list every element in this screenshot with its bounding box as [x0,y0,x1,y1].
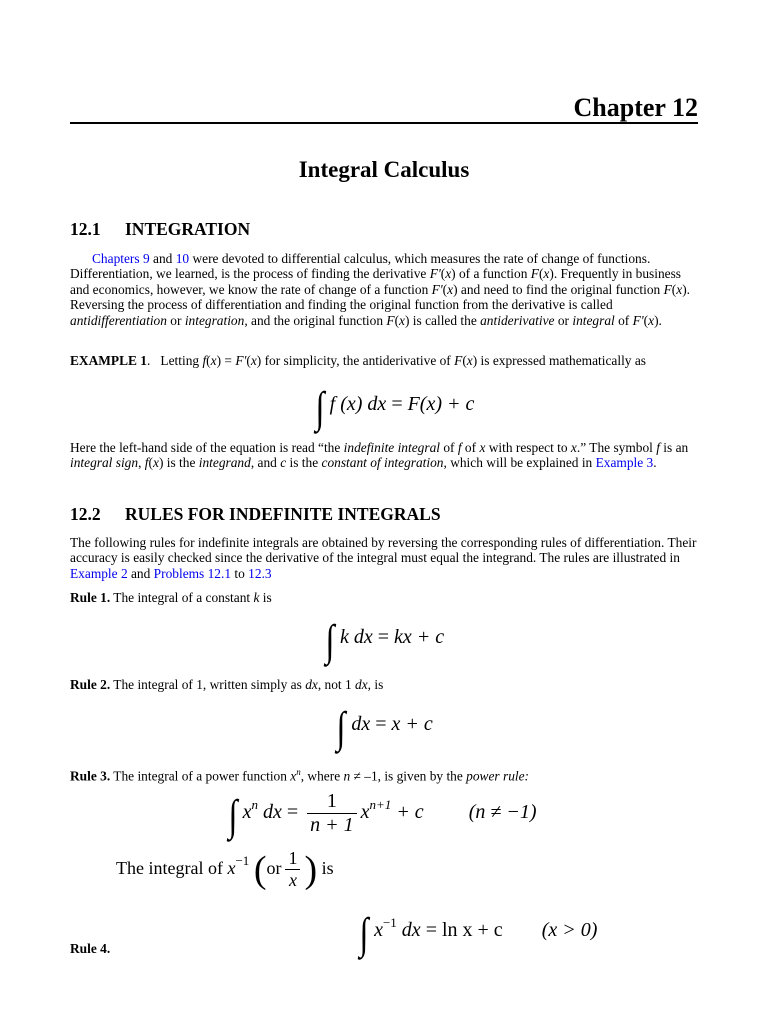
rule-4 [70,941,700,956]
integral-sign-icon: ∫ [359,909,369,958]
section-title: RULES FOR INDEFINITE INTEGRALS [125,504,441,524]
link-problems-12-3[interactable]: 12.3 [248,565,272,581]
equation-rule-1: ∫ k dx = kx + c [325,616,445,665]
link-example-3[interactable]: Example 3 [595,455,654,471]
integral-sign-icon: ∫ [325,616,335,665]
section-title: INTEGRATION [125,219,251,239]
rule-label: Rule 4. [70,941,111,956]
rule-3: Rule 3. The integral of a power function $x^n$, where n ≠ –1, is given by the power rule: [70,767,530,784]
rule-2: Rule 2. The integral of 1, written simply as dx, not 1 dx, is [70,677,384,692]
fraction: $\frac{1}{x}$ [285,848,300,891]
chapter-title: Integral Calculus [298,157,470,182]
paragraph-explanation: Here the left-hand side of the equation is read “the indefinite integral of f of x with respect to x.” The symbol f is an integral sign, f(x) is the integrand, and c is the constant of integration, which will be explained in Example 3. [70,440,689,471]
paragraph-intro: Chapters 9 and 10 were devoted to differential calculus, which measures the rate of change of functions. Differentiation, we learned, is the process of finding the derivative F'(x) of a function F(x). Frequently in business and economics, however, we know the rate of change of a function F'(x) and need to find the original function F(x). Reversing the process of differentiation and finding the original function from the derivative is called antidifferentiation or integration, and the original function F(x) is called the antiderivative or integral of F'(x). [70,251,690,328]
rule-label: Rule 2. [70,677,111,692]
section-number: 12.1 [70,219,101,239]
integral-sign-icon: ∫ [336,703,346,752]
rule-4-statement: The integral of $x^{-1}$ (or $\frac{1}{x}$ ) is [116,848,334,891]
section-heading-12-1 [70,219,250,240]
section-heading-12-2 [70,504,441,525]
link-problems-12-1[interactable]: Problems 12.1 [153,565,232,581]
rule-1: Rule 1. The integral of a constant k is [70,590,272,605]
header-rule [70,122,698,124]
equation-indefinite-integral: ∫ f (x) dx = F(x) + c [315,383,475,432]
rule-label: Rule 3. [70,768,111,784]
fraction: $\frac{1}{n + 1}$ [307,790,357,837]
example-1: EXAMPLE 1. Letting f(x) = F'(x) for simplicity, the antiderivative of F(x) is expressed mathematically as [70,353,647,368]
integral-sign-icon: ∫ [228,791,238,841]
example-label: EXAMPLE 1 [70,353,147,368]
paragraph-rules-intro: The following rules for indefinite integrals are obtained by reversing the corresponding rules of differentiation. Their accuracy is easily checked since the derivative of the integral must equal the integrand. The rules are illustrated in Example 2 and Problems 12.1 to 12.3 [70,535,697,581]
equation-power-rule: ∫ $x^n$ dx = $\frac{1}{n + 1}$ $x^{n+1} + c$ (n ≠ −1) [228,790,537,841]
section-number: 12.2 [70,504,101,524]
chapter-number: Chapter 12 [573,93,698,122]
link-chapter-10[interactable]: 10 [175,251,190,266]
equation-rule-4: ∫ $x^{-1}$ dx = ln x + c (x > 0) [359,909,598,958]
link-chapters-9[interactable]: Chapters 9 [92,251,150,266]
link-example-2[interactable]: Example 2 [70,565,128,581]
rule-label: Rule 1. [70,590,111,605]
equation-rule-2: ∫ dx = x + c [336,703,433,752]
integral-sign-icon: ∫ [315,383,325,432]
